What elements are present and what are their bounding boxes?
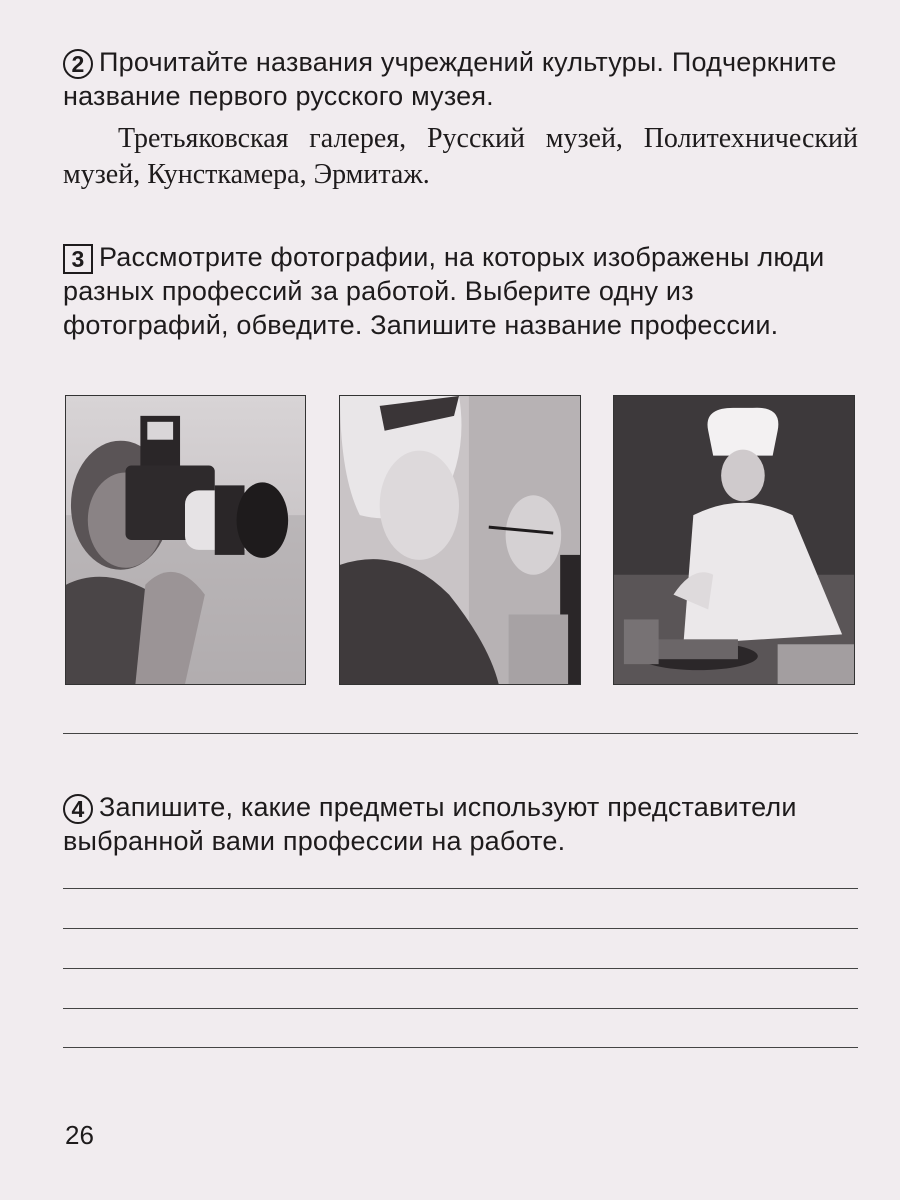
makeup-artist-image (340, 396, 580, 684)
photo-makeup-artist[interactable] (339, 395, 581, 685)
culture-institutions-list: Третьяковская галерея, Русский музей, Политехнический музей, Кунсткамера, Эрмитаж. (63, 123, 858, 190)
task-4-number: 4 (63, 794, 93, 824)
task-2-heading (63, 45, 858, 113)
task-2 (63, 45, 858, 193)
answer-line-3[interactable] (63, 968, 858, 969)
task-3-instruction: Рассмотрите фотографии, на которых изображены люди разных профессий за работой. Выберите одну из фотографий, обведите. Запишите название профессии. (63, 242, 825, 340)
task-2-instruction: Прочитайте названия учреждений культуры. Подчеркните название первого русского музея. (63, 47, 837, 111)
answer-line-2[interactable] (63, 928, 858, 929)
photographer-image (66, 396, 305, 684)
answer-line-4[interactable] (63, 1008, 858, 1009)
task-3 (63, 240, 858, 342)
photo-photographer[interactable] (65, 395, 306, 685)
photo-chef[interactable] (613, 395, 855, 685)
chef-image (614, 396, 854, 684)
task-4-heading (63, 790, 858, 858)
page-number: 26 (65, 1120, 94, 1150)
answer-line-5[interactable] (63, 1047, 858, 1048)
task-4-instruction: Запишите, какие предметы используют представители выбранной вами профессии на работе. (63, 792, 797, 856)
task-3-number: 3 (63, 244, 93, 274)
answer-line-task-3[interactable] (63, 733, 858, 734)
task-2-number: 2 (63, 49, 93, 79)
task-4 (63, 790, 858, 858)
task-3-heading (63, 240, 858, 342)
answer-line-1[interactable] (63, 888, 858, 889)
